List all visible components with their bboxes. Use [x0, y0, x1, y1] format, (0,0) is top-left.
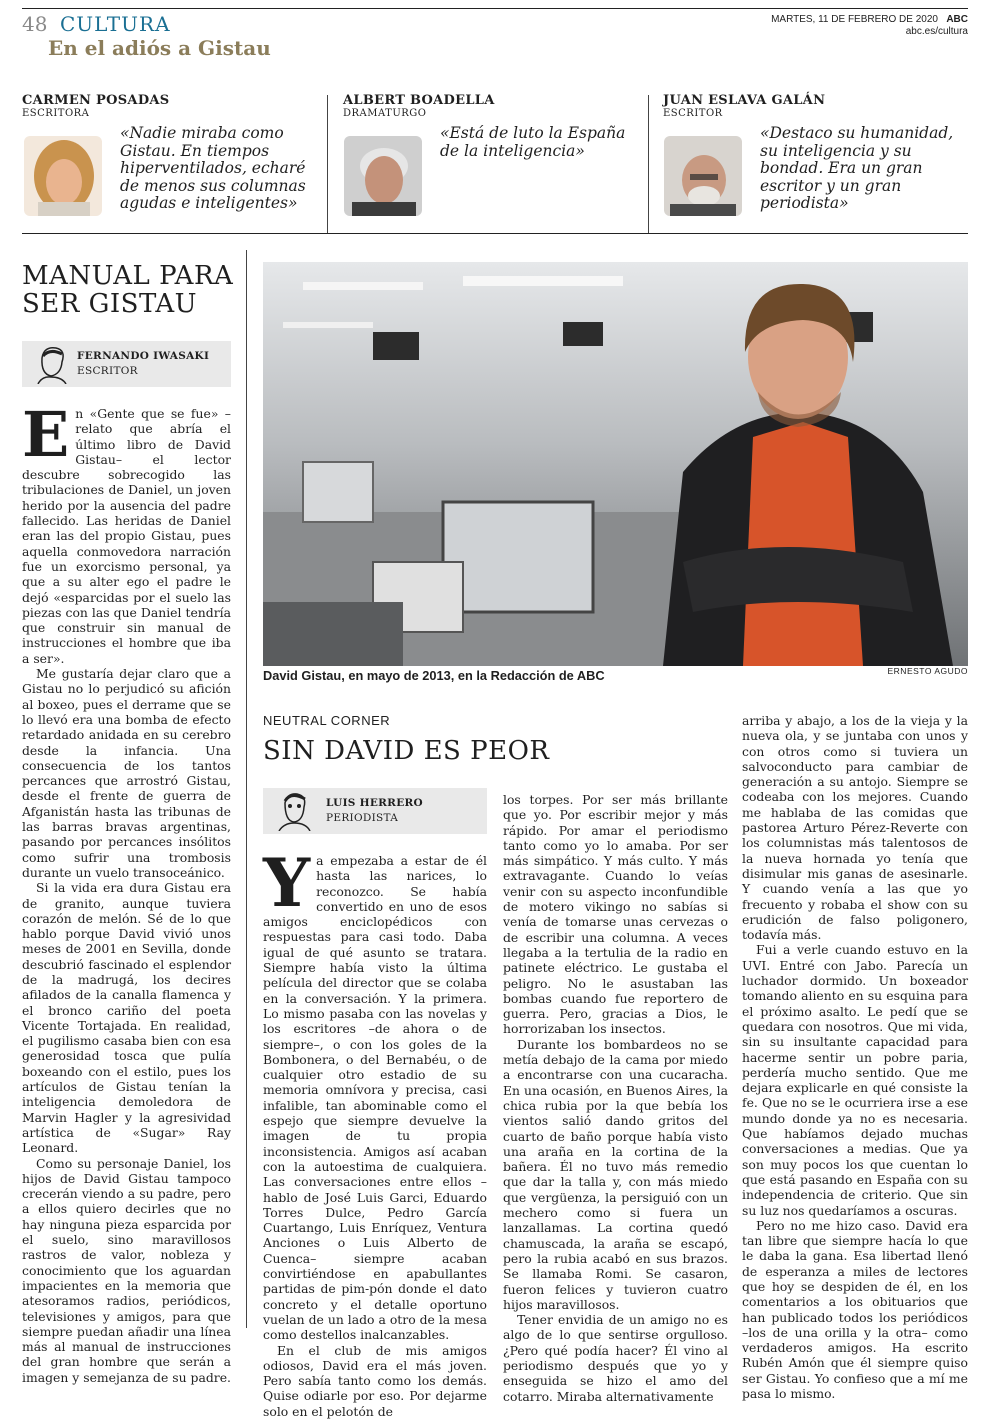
- newspaper-name: ABC: [946, 14, 968, 25]
- quote-text: «Está de luto la España de la inteligencia»: [440, 124, 626, 160]
- quotes-bottom-rule: [22, 233, 968, 234]
- article-body-column: [263, 844, 487, 1419]
- top-rule: [22, 8, 968, 9]
- column-divider: [246, 250, 247, 1328]
- quote-divider: [648, 95, 649, 233]
- article-kicker: NEUTRAL CORNER: [263, 713, 391, 728]
- photo-caption: David Gistau, en mayo de 2013, en la Redacción de ABC: [263, 668, 605, 683]
- quote-block: [663, 93, 825, 119]
- issue-date: MARTES, 11 DE FEBRERO DE 2020: [771, 14, 938, 25]
- article-headline: SIN DAVID ES PEOR: [263, 736, 550, 766]
- quote-author-name: CARMEN POSADAS: [22, 93, 170, 108]
- quote-block: [22, 93, 169, 119]
- quote-text: «Destaco su humanidad, su inteligencia y su bondad. Era un gran escritor y un gran periodista»: [760, 124, 954, 212]
- article-body-column: [742, 713, 968, 1401]
- portrait-carmen-posadas: [24, 136, 102, 216]
- article-paragraph: En el club de mis amigos odiosos, David era el más joven. Pero sabía tanto como los demás. Quise odiarle por eso. Por dejarme solo en el pelotón de: [263, 1342, 487, 1419]
- quote-author-role: ESCRITOR: [663, 108, 723, 119]
- byline-box: [263, 788, 487, 834]
- article-paragraph: Como su personaje Daniel, los hijos de David Gistau tampoco crecerán viendo a su padre, pero a ellos quiero decirles que no hay ninguna pieza esparcida por el suelo, sino maravillosos rastros de valor, nobleza y conocimiento que los aguardan impacientes en la memoria que atesoramos radios, periódicos, televisiones y amigos, para que siempre puedan añadir una línea más al manual de instrucciones del gran hombre que serán a imagen y semejanza de su padre.: [22, 1155, 231, 1385]
- quote-author-name: JUAN ESLAVA GALÁN: [663, 93, 826, 108]
- byline-box: [22, 341, 231, 387]
- article-paragraph: Ya empezaba a estar de él hasta las narices, lo reconozco. Se había convertido en uno de esos amigos enciclopédicos con respuestas para casi todo. Daba igual de qué asunto se tratara. Siempre había visto la última película del director que se colaba en la conversación. Y la primera. Lo mismo pasaba con las novelas y los escritores –de ahora o de siempre–, o con los goles de la Bombonera, o del Bernabéu, o de cualquier otro estadio de su memoria omnívora y precisa, casi infalible, tan abominable como el espejo que siempre devuelve la imagen de tu propia inconsistencia. Amigos así acaban con la autoestima de cualquiera. Las conversaciones entre ellos –hablo de José Luis Garci, Eduardo Torres Dulce, Pedro García Cuartango, Luis Enríquez, Ventura Anciones o Luis Alberto de Cuenca– siempre acaban convirtiéndose en apabullantes partidas de pim-pón donde el dato concreto y el detalle oportuno vuelan de un lado a otro de la mesa como destellos inalcanzables.: [263, 844, 487, 1343]
- quote-divider: [327, 95, 328, 233]
- section-subtitle: En el adiós a Gistau: [48, 36, 271, 60]
- page-number: 48: [22, 12, 48, 36]
- article-headline: MANUAL PARA SER GISTAU: [22, 261, 234, 319]
- author-sketch: [275, 791, 313, 831]
- article-paragraph: En «Gente que se fue» –relato que abría el último libro de David Gistau– el lector descubre sobrecogido las tribulaciones de Daniel, un joven herido por la ausencia del padre fallecido. Las heridas de Daniel eran las del propio Gistau, pues aquella conmovedora narración fue un exorcismo personal, ya que a su alter ego el padre le dejó «esparcidas por el suelo las piezas con las que Daniel tendría que construir sin manual de instrucciones el hombre que iba a ser».: [22, 398, 231, 666]
- article-paragraph: los torpes. Por ser más brillante que yo. Por escribir mejor y más rápido. Por amar el periodismo tanto como yo lo amaba. Por ser más simpático. Y más culto. Y más extravagante. Cuando lo veías venir con su aspecto inconfundible de motero vikingo no sabías si venía de tomarse unas cervezas o de escribir una columna. A veces llegaba a la tertulia de la radio en patinete eléctrico. Le gustaba el peligro. No le asustaban las bombas cuando fue reportero de guerra. Pero, gracias a Dios, le horrorizaban los insectos.: [503, 792, 728, 1037]
- byline-author: LUIS HERRERO: [326, 797, 423, 809]
- section-title: CULTURA: [60, 12, 171, 36]
- byline-role: ESCRITOR: [77, 365, 138, 377]
- article-paragraph: Tener envidia de un amigo no es algo de lo que sentirse orgulloso. ¿Pero qué podía hacer? Él vino al periodismo después que yo y enseguida se hizo el amo del cotarro. Miraba alternativamente: [503, 1312, 728, 1404]
- byline-role: PERIODISTA: [326, 812, 399, 824]
- quote-author-name: ALBERT BOADELLA: [343, 93, 495, 108]
- photo-credit: ERNESTO AGUDO: [887, 666, 968, 676]
- portrait-albert-boadella: [344, 136, 422, 216]
- drop-cap: E: [22, 398, 70, 471]
- quote-text: «Nadie miraba como Gistau. En tiempos hiperventilados, echaré de menos sus columnas agudas e inteligentes»: [120, 124, 306, 212]
- main-photo: [263, 262, 968, 666]
- article-body-column: [22, 398, 231, 1385]
- section-url[interactable]: abc.es/cultura: [905, 26, 968, 37]
- byline-author: FERNANDO IWASAKI: [77, 350, 210, 362]
- article-paragraph: Pero no me hizo caso. David era tan libre que siempre hacía lo que le daba la gana. Esa libertad llenó de esperanza a miles de lectores que hoy se despiden de él, en los comentarios a los obituarios que han publicado todos los periódicos –los de una orilla y la otra– como verdaderos amigos. Ha escrito Rubén Amón que él siempre quiso ser Gistau. Yo confieso que a mí me pasa lo mismo.: [742, 1217, 968, 1402]
- article-paragraph: Fui a verle cuando estuvo en la UVI. Entré con Jabo. Parecía un luchador dormido. Un boxeador tomando aliento en su esquina para el próximo asalto. Le pedí que se quedara con nosotros. Que mi vida, sin su insultante capacidad para hacerme sentir un pobre paria, perdería mucho sentido. Que me dejara explicarle en qué consiste la fe. Que no se le ocurriera irse a ese mundo donde ya no es necesaria. Que habíamos dejado muchas conversaciones a medias. Que ya son muy pocos los que cuentan lo que está pasando en España con su independencia de criterio. Que sin su luz nos quedaríamos a oscuras.: [742, 942, 968, 1218]
- article-paragraph: Durante los bombardeos no se metía debajo de la cama por miedo a encontrarse con una cucaracha. En una ocasión, en Buenos Aires, la chica rubia por la que bebía los vientos salió dando gritos del cuarto de baño porque había visto una araña en la cortina de la bañera. Él no tuvo más remedio que dar la talla y, con más miedo que vergüenza, la persiguió con un mechero como si fuera un lanzallamas. La cortina quedó chamuscada, la araña se escapó, pero la rubia acabó en sus brazos. Se llamaba Romi. Se casaron, fueron felices y tuvieron cuatro hijos maravillosos.: [503, 1036, 728, 1312]
- article-paragraph: Si la vida era dura Gistau era de granito, aunque tuviera corazón de melón. Sé de lo que hablo porque David vivió unos meses de 2001 en Sevilla, donde descubrió fascinado el esplendor de la madrugá, los decires afilados de la canalla flamenca y el bronco cariño del poeta Vicente Tortajada. En realidad, el pugilismo casaba bien con esa generosidad tosca que pulía boxeando con el estilo, pues los artículos de Gistau tenían la inteligencia demoledora de Marvin Hagler y la agresividad artística de «Sugar» Ray Leonard.: [22, 880, 231, 1156]
- quote-author-role: ESCRITORA: [22, 108, 90, 119]
- quote-block: [343, 93, 495, 119]
- header-meta: [771, 14, 968, 38]
- article-paragraph: Me gustaría dejar claro que a Gistau no lo perjudicó su afición al boxeo, pues el derrame que se lo llevó era una bomba de efecto retardado anidada en su cerebro desde la infancia. Una consecuencia de los tantos percances que arrostró Gistau, desde el frente de guerra de Afganistán hasta las tribunas de las barras bravas argentinas, pasando por percances insólitos como sufrir una trombosis durante un vuelo transoceánico.: [22, 666, 231, 880]
- article-paragraph: arriba y abajo, a los de la vieja y la nueva ola, y se juntaba con unos y con otros como si tuviera un salvoconducto para cambiar de generación a su antojo. Siempre se codeaba con los mejores. Cuando me hablaba de las comidas que pastorea Arturo Pérez-Reverte con los columnistas más talentosos de la nueva hornada yo tenía que disimular mis ganas de asesinarle. Y cuando venía a las que yo frecuento y robaba el show con su erudición de falso poligonero, todavía más.: [742, 713, 968, 943]
- article-body-column: [503, 792, 728, 1404]
- drop-cap: Y: [263, 844, 311, 922]
- portrait-juan-eslava-galan: [664, 136, 742, 216]
- author-sketch: [32, 344, 70, 384]
- quote-author-role: DRAMATURGO: [343, 108, 427, 119]
